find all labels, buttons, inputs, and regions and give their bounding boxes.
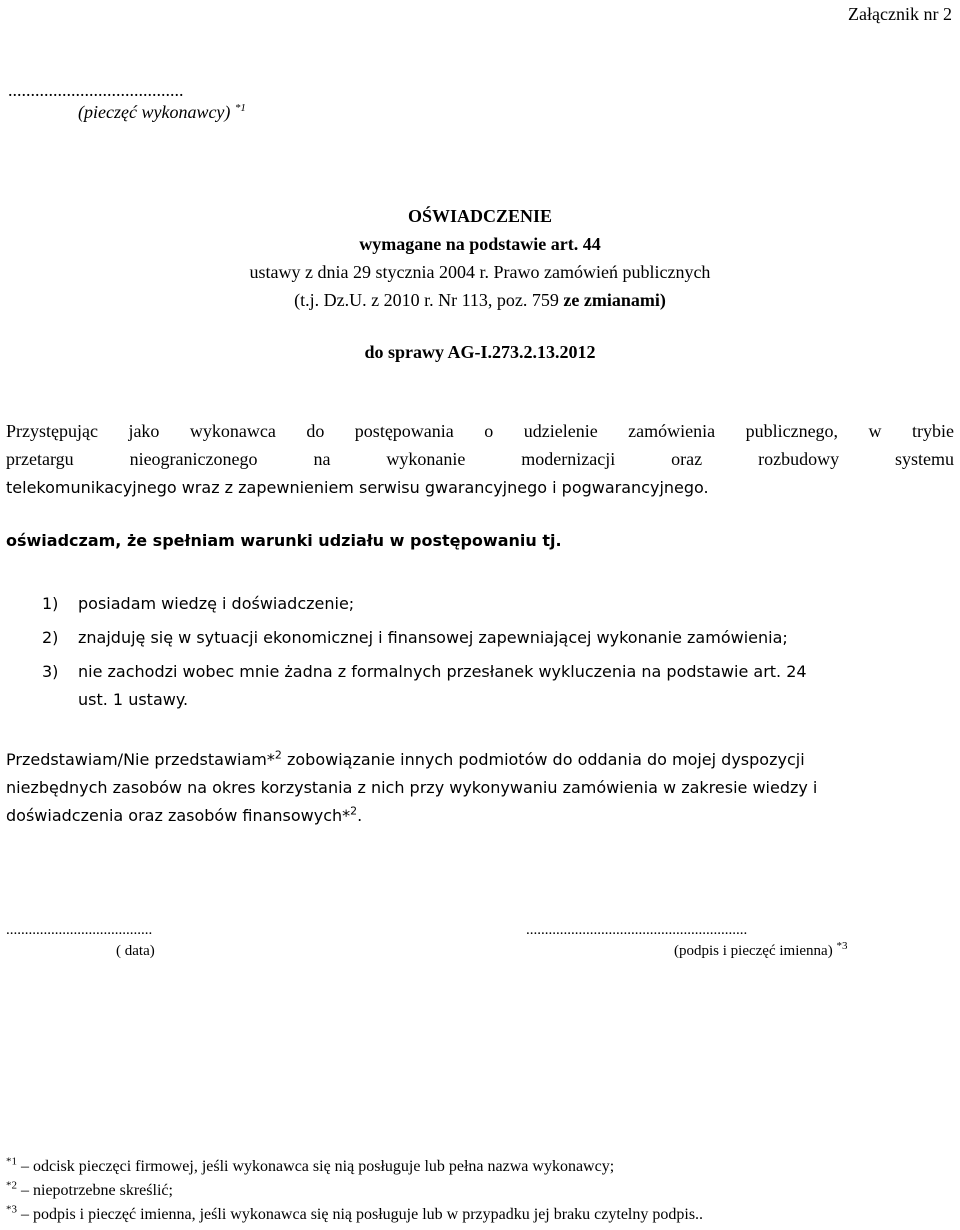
footnote-3 (6, 1203, 704, 1224)
title-line-2: ustawy z dnia 29 stycznia 2004 r. Prawo zamówień publicznych (249, 262, 711, 282)
stamp-footnote-mark: *1 (234, 102, 246, 114)
condition-item-3-continued: ust. 1 ustawy. (78, 690, 189, 709)
resources-line-1-b: zobowiązanie innych podmiotów do oddania do mojej dyspozycji (281, 750, 805, 769)
resources-line-1-a: Przedstawiam/Nie przedstawiam* (6, 750, 275, 769)
resources-line-3 (6, 806, 362, 825)
footnote-text: – niepotrzebne skreślić; (21, 1182, 173, 1199)
stamp-dots: ....................................... (8, 80, 184, 100)
footnote-1 (6, 1155, 615, 1176)
date-label: ( data) (116, 943, 155, 959)
date-dots: ....................................... (6, 922, 153, 938)
condition-number: 3) (42, 662, 59, 681)
condition-text: znajduję się w sytuacji ekonomicznej i finansowej zapewniającej wykonanie zamówienia; (78, 628, 788, 647)
condition-text: nie zachodzi wobec mnie żadna z formalnych przesłanek wykluczenia na podstawie art. 24 (78, 662, 807, 681)
condition-item-2 (42, 628, 954, 647)
signature-label-text: (podpis i pieczęć imienna) (674, 943, 833, 959)
signature-label (674, 940, 848, 960)
intro-line-2: przetargu nieograniczonego na wykonanie modernizacji oraz rozbudowy systemu (6, 449, 954, 469)
resources-line-3-b: . (357, 806, 363, 825)
signature-footnote-mark: *3 (836, 940, 848, 952)
stamp-label-text: (pieczęć wykonawcy) (78, 102, 231, 122)
condition-item-1 (42, 594, 954, 613)
footnote-mark: *2 (6, 1179, 17, 1192)
intro-line-1: Przystępując jako wykonawca do postępowania o udzielenie zamówienia publicznego, w trybie (6, 421, 954, 441)
resources-line-3-a: doświadczenia oraz zasobów finansowych* (6, 806, 351, 825)
condition-number: 2) (42, 628, 59, 647)
document-heading: OŚWIADCZENIE (407, 206, 553, 226)
footnote-text: – odcisk pieczęci firmowej, jeśli wykonawca się nią posługuje lub pełna nazwa wykonawcy; (21, 1158, 615, 1175)
intro-line-3: telekomunikacyjnego wraz z zapewnieniem serwisu gwarancyjnego i pogwarancyjnego. (6, 478, 709, 497)
title-line-3-regular: (t.j. Dz.U. z 2010 r. Nr 113, poz. 759 (294, 290, 564, 310)
condition-item-3 (42, 662, 954, 681)
footnote-text: – podpis i pieczęć imienna, jeśli wykonawca się nią posługuje lub w przypadku jej braku czytelny podpis.. (21, 1206, 704, 1223)
attachment-label: Załącznik nr 2 (848, 4, 952, 24)
resources-line-2: niezbędnych zasobów na okres korzystania z nich przy wykonywaniu zamówienia w zakresie wiedzy i (6, 778, 818, 797)
resources-line-1 (6, 750, 954, 769)
footnote-2 (6, 1179, 173, 1200)
title-line-3-bold: ze zmianami) (563, 290, 666, 310)
footnote-mark: 2 (350, 804, 358, 818)
stamp-label (78, 102, 246, 123)
condition-text: posiadam wiedzę i doświadczenie; (78, 594, 355, 613)
case-reference: do sprawy AG-I.273.2.13.2012 (364, 342, 596, 362)
footnote-mark: *3 (6, 1203, 17, 1216)
declaration-text: oświadczam, że spełniam warunki udziału w postępowaniu tj. (6, 531, 562, 550)
condition-number: 1) (42, 594, 59, 613)
signature-dots: ........................................................... (526, 922, 748, 938)
footnote-mark: *1 (6, 1155, 17, 1168)
footnote-mark: 2 (274, 748, 282, 762)
title-line-3 (0, 290, 960, 311)
title-line-1: wymagane na podstawie art. 44 (359, 234, 601, 254)
